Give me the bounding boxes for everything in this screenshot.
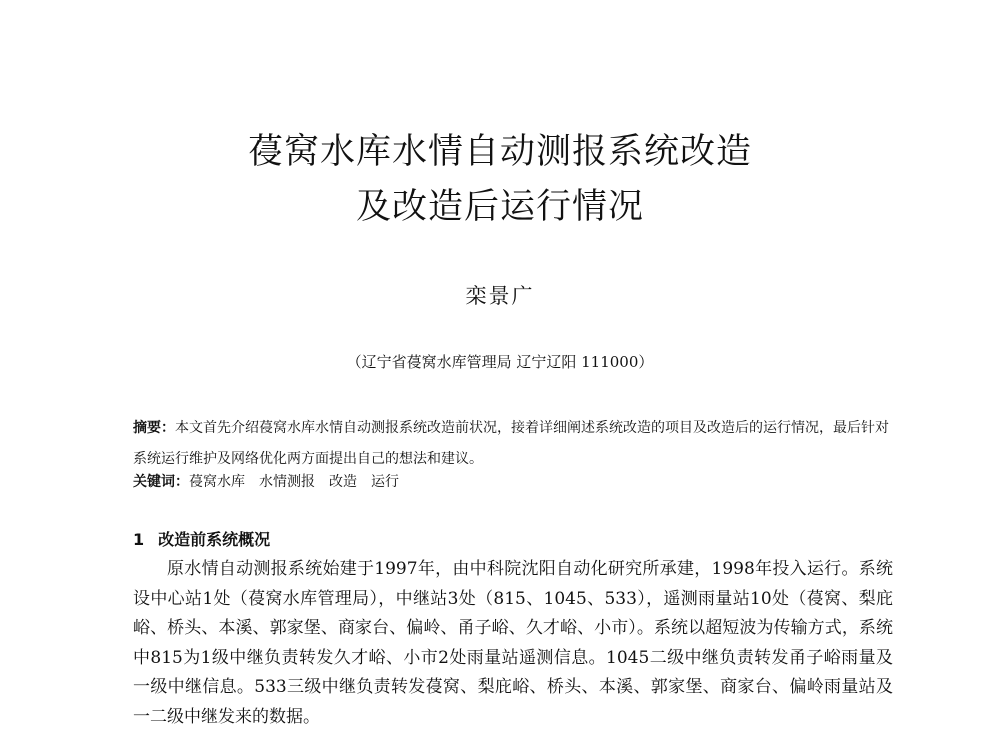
keywords-label: 关键词： [133,474,189,490]
author-name: 栾景广 [465,284,535,308]
keyword: 改造 [329,474,357,490]
keyword: 运行 [371,474,399,490]
paper-title-line2: 及改造后运行情况 [355,187,644,227]
keyword: 葠窝水库 [189,474,245,490]
keyword: 水情测报 [259,474,315,490]
keywords [133,472,893,492]
abstract-label: 摘要： [133,420,175,436]
abstract [133,413,893,475]
section-title: 改造前系统概况 [158,530,271,549]
abstract-text: 本文首先介绍葠窝水库水情自动测报系统改造前状况，接着详细阐述系统改造的项目及改造后的运行情况，最后针对系统运行维护及网络优化两方面提出自己的想法和建议。 [133,420,889,467]
section-heading [133,530,270,550]
author-affiliation: （辽宁省葠窝水库管理局 辽宁辽阳 111000） [346,353,654,371]
paper-title-line1: 葠窝水库水情自动测报系统改造 [247,132,752,172]
section-paragraph: 原水情自动测报系统始建于1997年，由中科院沈阳自动化研究所承建，1998年投入运行。系统设中心站1处（葠窝水库管理局），中继站3处（815、1045、533），遥测雨量站10处（葠窝、梨庇峪、桥头、本溪、郭家堡、商家台、偏岭、甬子峪、久才峪、小市）。系统以超短波为传输方式，系统中815为1级中继负责转发久才峪、小市2处雨量站遥测信息。1045二级中继负责转发甬子峪雨量及一级中继信息。533三级中继负责转发葠窝、梨庇峪、桥头、本溪、郭家堡、商家台、偏岭雨量站及一二级中继发来的数据。 [133,559,893,727]
section-number: 1 [133,530,145,549]
